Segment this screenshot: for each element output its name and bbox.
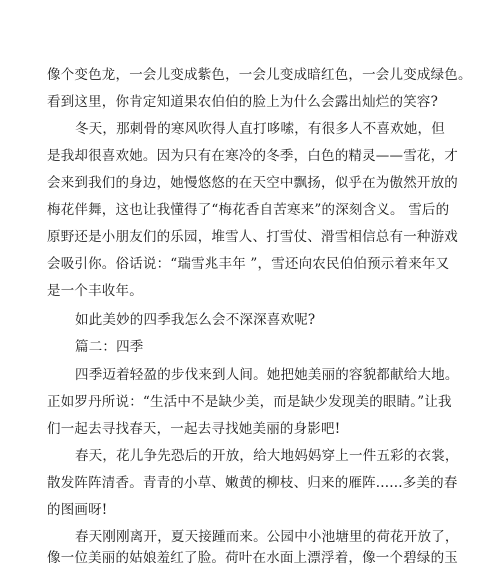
- text-line-18: 春天刚刚离开，夏天接踵而来。公园中小池塘里的荷花开放了，: [75, 529, 459, 545]
- text-line-2: 看到这里，你肯定知道果农伯伯的脸上为什么会露出灿烂的笑容?: [47, 94, 439, 110]
- text-line-4: 是我却很喜欢她。因为只有在寒冷的冬季，白色的精灵——雪花，才: [47, 148, 458, 164]
- section-heading: 篇二：四季: [75, 339, 144, 355]
- text-line-13: 正如罗丹所说：“生活中不是缺少美，而是缺少发现美的眼睛。”让我: [47, 394, 452, 410]
- text-line-14: 们一起去寻找春天，一起去寻找她美丽的身影吧!: [47, 421, 341, 437]
- text-line-7: 原野还是小朋友们的乐园，堆雪人、打雪仗、滑雪相信总有一种游戏: [47, 229, 458, 245]
- text-line-19: 像一位美丽的姑娘羞红了脸。荷叶在水面上漂浮着，像一个碧绿的玉: [47, 550, 458, 565]
- text-line-8: 会吸引你。俗话说：“瑞雪兆丰年 ”，雪还向农民伯伯预示着来年又: [47, 256, 450, 272]
- text-line-17: 的图画呀!: [47, 502, 108, 518]
- text-line-9: 是一个丰收年。: [47, 283, 143, 299]
- text-line-10: 如此美妙的四季我怎么会不深深喜欢呢?: [75, 312, 316, 328]
- text-line-15: 春天，花儿争先恐后的开放，给大地妈妈穿上一件五彩的衣裳，: [75, 448, 459, 464]
- text-line-3: 冬天，那刺骨的寒风吹得人直打哆嗦，有很多人不喜欢她，但: [75, 121, 445, 137]
- text-line-6: 梅花伴舞，这也让我懂得了“梅花香自苦寒来”的深刻含义。 雪后的: [47, 202, 450, 218]
- text-line-1: 像个变色龙，一会儿变成紫色，一会儿变成暗红色，一会儿变成绿色。: [47, 67, 472, 83]
- text-line-12: 四季迈着轻盈的步伐来到人间。她把她美丽的容貌都献给大地。: [75, 367, 459, 383]
- text-line-5: 会来到我们的身边，她慢悠悠的在天空中飘扬，似乎在为傲然开放的: [47, 175, 458, 191]
- text-line-16: 散发阵阵清香。青青的小草、嫩黄的柳枝、归来的雁阵......多美的春: [47, 475, 458, 491]
